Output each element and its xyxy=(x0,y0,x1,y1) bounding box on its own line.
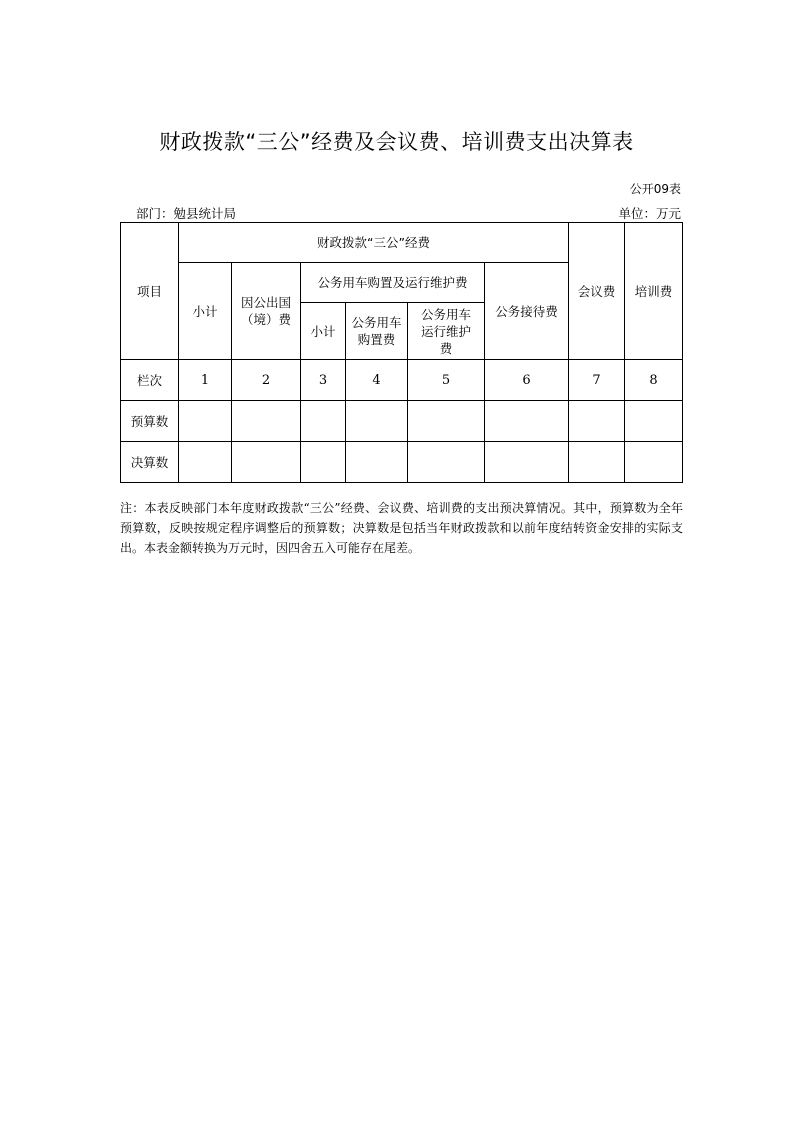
table-note: 注：本表反映部门本年度财政拨款“三公”经费、会议费、培训费的支出预决算情况。其中，预算数为全年预算数，反映按规定程序调整后的预算数；决算数是包括当年财政拨款和以前年度结转资金安排的实际支出。本表金额转换为万元时，因四舍五入可能存在尾差。 xyxy=(120,501,683,555)
table-row xyxy=(121,442,683,483)
column-number: 3 xyxy=(301,360,346,401)
header-vehicle-operation xyxy=(408,303,485,360)
table-cell xyxy=(179,401,232,442)
table-cell xyxy=(625,442,683,483)
header-project: 项目 xyxy=(121,223,179,360)
table-cell xyxy=(301,401,346,442)
table-cell xyxy=(346,401,408,442)
table-cell xyxy=(408,442,485,483)
row-label-budget: 预算数 xyxy=(121,401,179,442)
header-reception: 公务接待费 xyxy=(485,263,569,360)
table-cell xyxy=(485,442,569,483)
table-cell xyxy=(301,442,346,483)
table-cell xyxy=(232,401,301,442)
header-vehicle-subtotal: 小计 xyxy=(301,303,346,360)
header-vehicle-group: 公务用车购置及运行维护费 xyxy=(301,263,485,303)
column-number: 4 xyxy=(346,360,408,401)
table-cell xyxy=(569,442,625,483)
header-overseas-line1: 因公出国 xyxy=(240,295,291,310)
header-meeting: 会议费 xyxy=(569,223,625,360)
table-cell xyxy=(408,401,485,442)
document-title: 财政拨款“三公”经费及会议费、培训费支出决算表 xyxy=(159,130,634,154)
header-vehicle-purchase-line2: 购置费 xyxy=(357,332,396,347)
header-subtotal: 小计 xyxy=(179,263,232,360)
header-vehicle-purchase xyxy=(346,303,408,360)
column-number: 1 xyxy=(179,360,232,401)
column-number: 7 xyxy=(569,360,625,401)
header-vehicle-operation-line1: 公务用车 xyxy=(420,306,471,322)
header-overseas xyxy=(232,263,301,360)
table-cell xyxy=(485,401,569,442)
column-number: 2 xyxy=(232,360,301,401)
header-training: 培训费 xyxy=(625,223,683,360)
row-label-final: 决算数 xyxy=(121,442,179,483)
table-row xyxy=(121,401,683,442)
expenditure-table xyxy=(120,222,683,483)
table-cell xyxy=(569,401,625,442)
header-vehicle-purchase-line1: 公务用车 xyxy=(351,315,402,330)
column-number: 8 xyxy=(625,360,683,401)
column-index-label: 栏次 xyxy=(121,360,179,401)
column-number: 6 xyxy=(485,360,569,401)
table-cell xyxy=(179,442,232,483)
header-vehicle-operation-line3: 费 xyxy=(439,340,453,356)
department-label: 部门：勉县统计局 xyxy=(136,206,237,221)
header-three-public: 财政拨款“三公”经费 xyxy=(179,223,569,263)
header-overseas-line2: （境）费 xyxy=(240,312,291,327)
table-cell xyxy=(625,401,683,442)
table-cell xyxy=(346,442,408,483)
header-vehicle-operation-line2: 运行维护 xyxy=(420,323,471,339)
column-number: 5 xyxy=(408,360,485,401)
unit-label: 单位：万元 xyxy=(618,206,681,221)
table-cell xyxy=(232,442,301,483)
form-number: 公开09表 xyxy=(629,182,681,196)
